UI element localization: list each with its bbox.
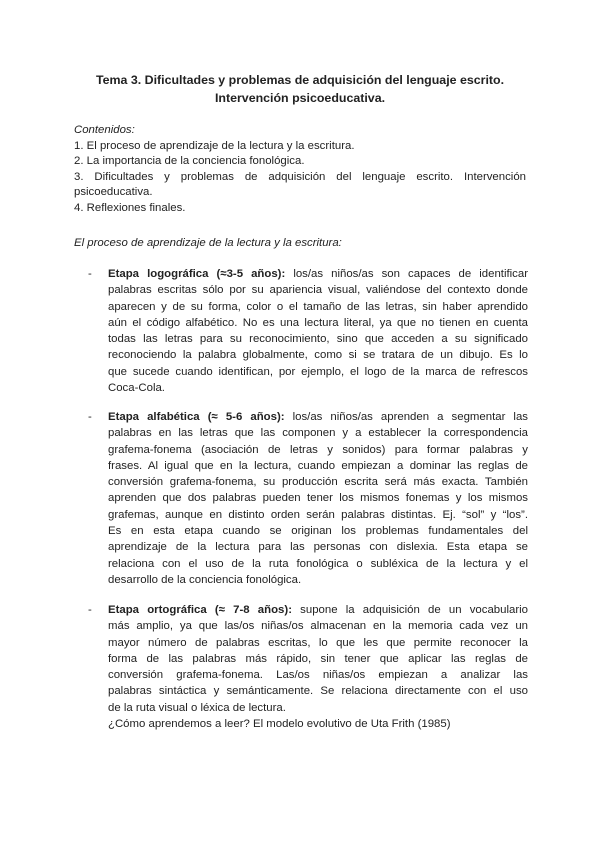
stage-line: mayor número de palabras escritas, lo que les que permite reconocer la [108,636,528,649]
stage-line: forma de las palabras más rápido, sin tener que aplicar las reglas de [108,652,528,665]
contents-item: psicoeducativa. [74,186,153,198]
title-line-2: Intervención psicoeducativa. [214,91,386,105]
stage-body [108,266,528,396]
contents-item: 3. Dificultades y problemas de adquisición del lenguaje escrito. Intervención [74,170,526,183]
stage-text: los/as niños/as son capaces de identificar [285,268,528,280]
stage-line: frases. Al igual que en la lectura, cuando empiezan a dominar las reglas de [108,459,528,472]
stage-line: palabras escritas sólo por su apariencia visual, valiéndose del contexto donde [108,284,528,297]
contents-item: 1. El proceso de aprendizaje de la lectura y la escritura. [74,139,355,152]
contents-list [74,123,526,216]
stage-line [108,409,528,425]
stage-line: aprenden que dos palabras pueden tener los mismos fonemas y los mismos [108,492,528,505]
stage-line: aprendizaje de la lectura para las personas con dislexia. Esta etapa se [108,541,528,554]
stage-line: palabras en las letras que las componen y a establecer la correspondencia [108,427,528,440]
stage-term: Etapa ortográfica (≈ 7-8 años): [108,604,292,616]
stage-line: aún el código alfabético. No es una lectura literal, ya que no tienen en cuenta [108,316,528,329]
stage-term: Etapa logográfica (≈3-5 años): [108,268,286,280]
list-dash: - [88,604,92,616]
stage-line: Es en esta etapa cuando se originan los problemas fundamentales del [108,525,528,538]
stage-line: más amplio, ya que las/os niñas/os almacenan en la memoria cada vez un [108,620,528,633]
stage-text: los/as niños/as aprenden a segmentar las [284,411,528,423]
contents-item: 4. Reflexiones finales. [74,201,186,214]
stage-line: todas las letras para su reconocimiento, sino que acceden a su significado [108,333,528,346]
stage-line: conversión grafema-fonema, su producción escrita será más exacta. También [108,476,528,489]
stage-line: Coca-Cola. [108,382,165,395]
stage-text: supone la adquisición de un vocabulario [291,604,528,616]
title-line-1: Tema 3. Dificultades y problemas de adquisición del lenguaje escrito. [95,73,505,87]
stage-line: conversión grafema-fonema. Las/os niñas/os empiezan a analizar las [108,669,528,682]
stage-body [108,602,528,732]
stage-line [108,602,528,618]
stage-line: grafema-fonema (asociación de letras y sonidos) para formar palabras y [108,443,528,456]
stage-line: grafemas, aunque en distinto orden serán palabras distintas. Ej. “sol” y “los”. [108,508,528,521]
stage-line: reconociendo la palabra globalmente, como si se tratara de un dibujo. Es lo [108,349,528,362]
stage-line: desarrollo de la conciencia fonológica. [108,573,302,586]
stage-line: ¿Cómo aprendemos a leer? El modelo evolutivo de Uta Frith (1985) [108,718,451,731]
list-dash: - [88,268,92,280]
list-dash: - [88,411,92,423]
contents-label: Contenidos: [74,124,135,136]
page-title [74,71,526,107]
stage-line: que sucede cuando identifican, por ejemplo, el logo de la marca de refrescos [108,365,528,378]
stage-line: aparecen y de su forma, color o el tamaño de las letras, sin haber aprendido [108,300,528,313]
stage-body [108,409,528,588]
contents-item: 2. La importancia de la conciencia fonológica. [74,155,305,167]
stage-line [108,266,528,282]
section-heading: El proceso de aprendizaje de la lectura y la escritura: [74,237,342,249]
stage-line: relaciona con el uso de la ruta fonológica o subléxica de la lectura y el [108,557,528,570]
stage-line: palabras sintáctica y semánticamente. Se relaciona directamente con el uso [108,685,528,698]
stage-line: de la ruta visual o léxica de lectura. [108,701,286,714]
stage-term: Etapa alfabética (≈ 5-6 años): [108,411,285,423]
